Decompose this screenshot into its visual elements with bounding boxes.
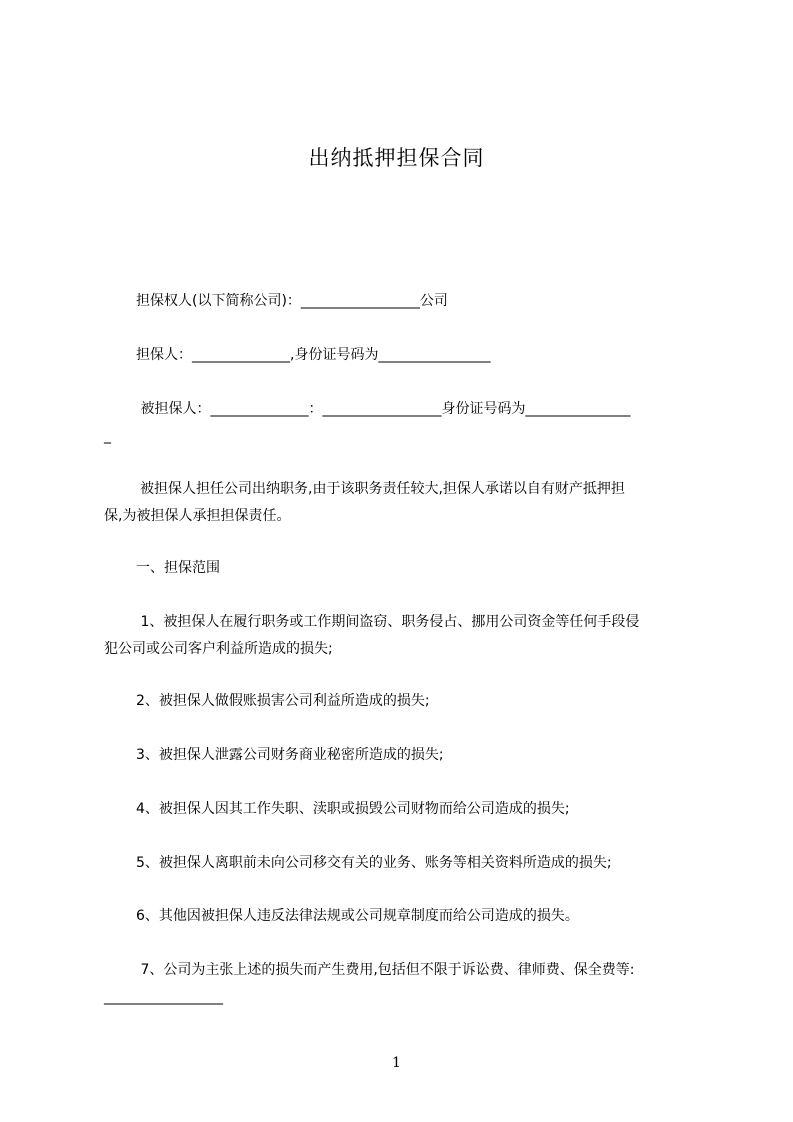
scope-item-7-line-1: 7、公司为主张上述的损失而产生费用,包括但不限于诉讼费、律师费、保全费等: bbox=[136, 962, 635, 978]
scope-item-5: 5、被担保人离职前未向公司移交有关的业务、账务等相关资料所造成的损失; bbox=[136, 855, 612, 871]
scope-item-1-line-1: 1、被担保人在履行职务或工作期间盗窃、职务侵占、挪用公司资金等任何手段侵 bbox=[136, 614, 640, 630]
preamble-line-1: 被担保人担任公司出纳职务,由于该职务责任较大,担保人承诺以自有财产抵押担 bbox=[140, 481, 625, 497]
scope-item-4: 4、被担保人因其工作失职、渎职或损毁公司财物而给公司造成的损失; bbox=[136, 801, 570, 817]
scope-item-2: 2、被担保人做假账损害公司利益所造成的损失; bbox=[136, 693, 430, 709]
scope-item-6: 6、其他因被担保人违反法律法规或公司规章制度而给公司造成的损失。 bbox=[136, 908, 579, 924]
preamble-line-2: 保,为被担保人承担担保责任。 bbox=[104, 508, 291, 524]
guaranteed-person-line: 被担保人：______________：_________________身份证号码为_______________ bbox=[136, 401, 631, 417]
guarantor-line: 担保人：______________,身份证号码为________________ bbox=[136, 347, 491, 363]
document-title: 出纳抵押担保合同 bbox=[308, 146, 485, 170]
scope-item-1-line-2: 犯公司或公司客户利益所造成的损失; bbox=[104, 641, 333, 657]
guaranteed-person-line-continuation: _ bbox=[104, 428, 111, 444]
section-heading-scope: 一、担保范围 bbox=[136, 560, 220, 576]
page-number: 1 bbox=[392, 1055, 401, 1071]
guarantee-holder-line: 担保权人(以下简称公司)：_________________公司 bbox=[136, 293, 448, 309]
scope-item-7-line-2: _________________ bbox=[104, 989, 223, 1005]
scope-item-3: 3、被担保人泄露公司财务商业秘密所造成的损失; bbox=[136, 747, 444, 763]
